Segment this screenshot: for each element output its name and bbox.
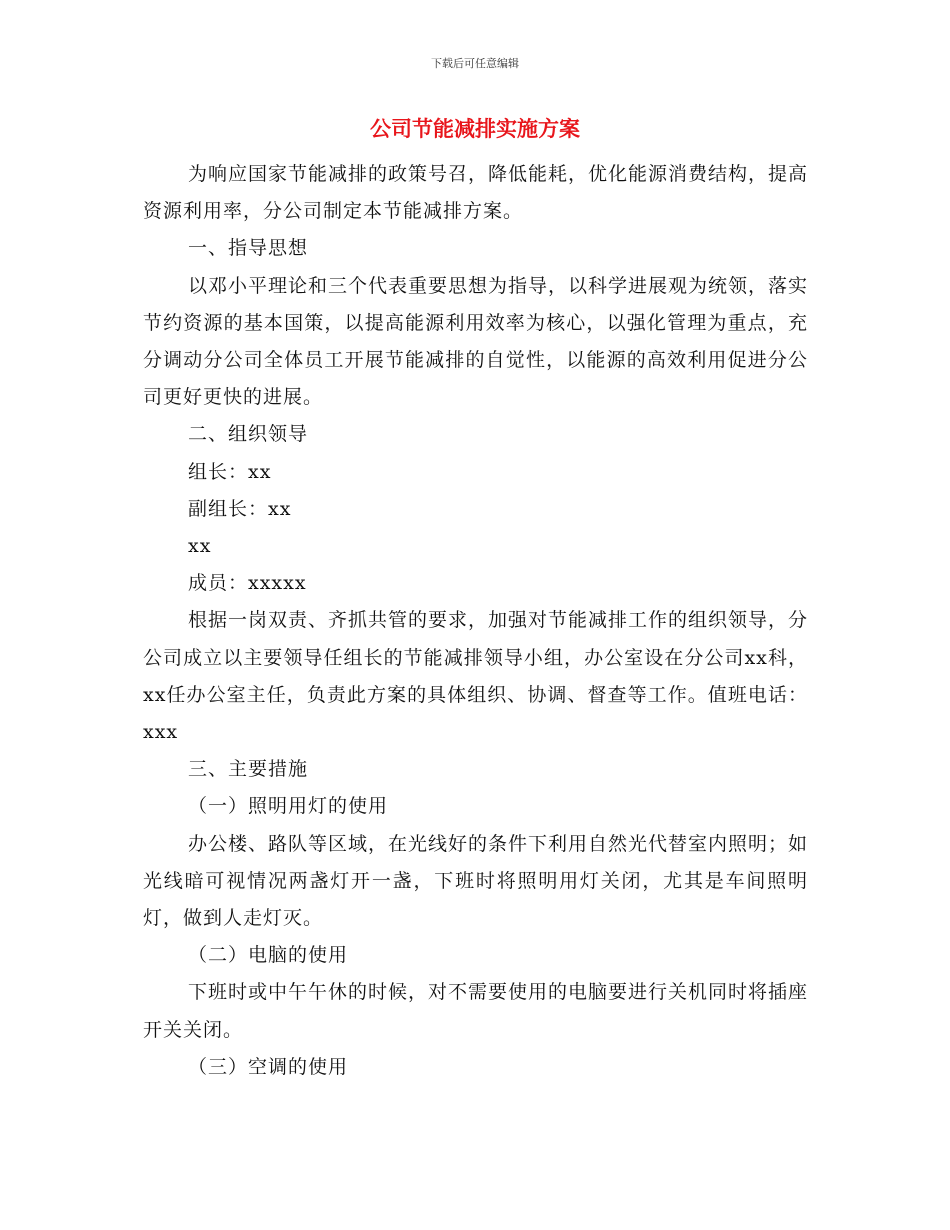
team-leader-line: 组长：xx (188, 460, 272, 483)
lighting-paragraph: 办公楼、路队等区域，在光线好的条件下利用自然光代替室内照明；如光线暗可视情况两盏灯开一盏，下班时将照明用灯关闭，尤其是车间照明灯，做到人走灯灭。 (143, 832, 809, 930)
intro-paragraph: 为响应国家节能减排的政策号召，降低能耗，优化能源消费结构，提高资源利用率，分公司制定本节能减排方案。 (143, 163, 809, 223)
deputy-leader-line: 副组长：xx (188, 497, 292, 520)
section-heading-organization: 二、组织领导 (188, 423, 309, 446)
section-heading-main-measures: 三、主要措施 (188, 758, 309, 781)
members-line: 成员：xxxxx (188, 572, 307, 595)
computers-paragraph: 下班时或中午午休的时候，对不需要使用的电脑要进行关机同时将插座开关关闭。 (143, 981, 809, 1041)
subheading-lighting: （一）照明用灯的使用 (188, 795, 389, 818)
document-body (143, 156, 808, 1086)
header-note: 下载后可任意编辑 (431, 57, 519, 70)
section-heading-guiding-thought: 一、指导思想 (188, 237, 309, 260)
document-title: 公司节能减排实施方案 (370, 117, 580, 141)
organization-paragraph: 根据一岗双责、齐抓共管的要求，加强对节能减排工作的组织领导，分公司成立以主要领导任组长的节能减排领导小组，办公室设在分公司xx科，xx任办公室主任，负责此方案的具体组织、协调、督查等工作。值班电话：xxx (143, 609, 809, 744)
deputy-leader-extra-line: xx (188, 535, 212, 558)
subheading-computers: （二）电脑的使用 (188, 944, 349, 967)
guiding-thought-paragraph: 以邓小平理论和三个代表重要思想为指导，以科学进展观为统领，落实节约资源的基本国策，以提高能源利用效率为核心，以强化管理为重点，充分调动分公司全体员工开展节能减排的自觉性，以能源的高效利用促进分公司更好更快的进展。 (143, 274, 809, 409)
subheading-air-conditioning: （三）空调的使用 (188, 1055, 349, 1078)
